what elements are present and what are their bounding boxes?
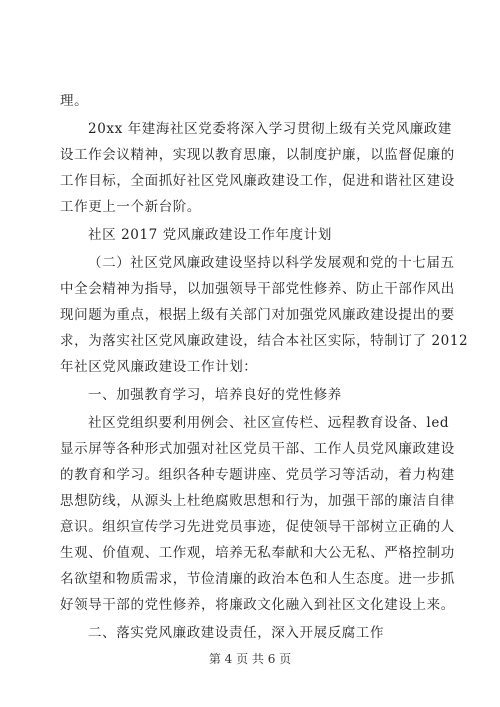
paragraph-line: 的教育和学习。组织各种专题讲座、党员学习等活动，着力构建 <box>60 467 455 483</box>
section-title: 社区 2017 党风廉政建设工作年度计划 <box>88 227 332 243</box>
paragraph-line: 名欲望和物质需求，节俭清廉的政治本色和人生态度。进一步抓 <box>60 571 455 587</box>
paragraph-line: 工作更上一个新台阶。 <box>60 199 201 215</box>
paragraph-line: 设工作会议精神，实现以教育思廉，以制度护廉，以监督促廉的 <box>60 147 455 163</box>
document-body <box>60 88 469 646</box>
paragraph-line: 思想防线，从源头上杜绝腐败思想和行为，加强干部的廉洁自律 <box>60 493 455 509</box>
section-heading: 一、加强教育学习，培养良好的党性修养 <box>88 387 342 403</box>
paragraph-line: 理。 <box>60 93 89 109</box>
paragraph-line: 20xx 年建海社区党委将深入学习贯彻上级有关党风廉政建 <box>88 121 452 137</box>
paragraph-line: 年社区党风廉政建设工作计划： <box>60 359 258 375</box>
section-heading: 二、落实党风廉政建设责任，深入开展反腐工作 <box>88 625 385 641</box>
paragraph-line: 中全会精神为指导，以加强领导干部党性修养、防止干部作风出 <box>60 281 455 297</box>
paragraph-line: 生观、价值观、工作观，培养无私奉献和大公无私、严格控制功 <box>60 545 455 561</box>
page-number-footer: 第 4 页 共 6 页 <box>208 652 292 666</box>
paragraph-line: 社区党组织要利用例会、社区宣传栏、远程教育设备、led <box>88 415 450 431</box>
paragraph-line: 好领导干部的党性修养，将廉政文化融入到社区文化建设上来。 <box>60 597 455 613</box>
paragraph-line: 工作目标，全面抓好社区党风廉政建设工作，促进和谐社区建设 <box>60 173 455 189</box>
paragraph-line: 意识。组织宣传学习先进党员事迹，促使领导干部树立正确的人 <box>60 519 455 535</box>
paragraph-line: 显示屏等各种形式加强对社区党员干部、工作人员党风廉政建设 <box>60 441 455 457</box>
paragraph-line: 求，为落实社区党风廉政建设，结合本社区实际，特制订了 2012 <box>60 333 469 349</box>
paragraph-line: 现问题为重点，根据上级有关部门对加强党风廉政建设提出的要 <box>60 307 455 323</box>
paragraph-line: （二）社区党风廉政建设坚持以科学发展观和党的十七届五 <box>88 255 455 271</box>
